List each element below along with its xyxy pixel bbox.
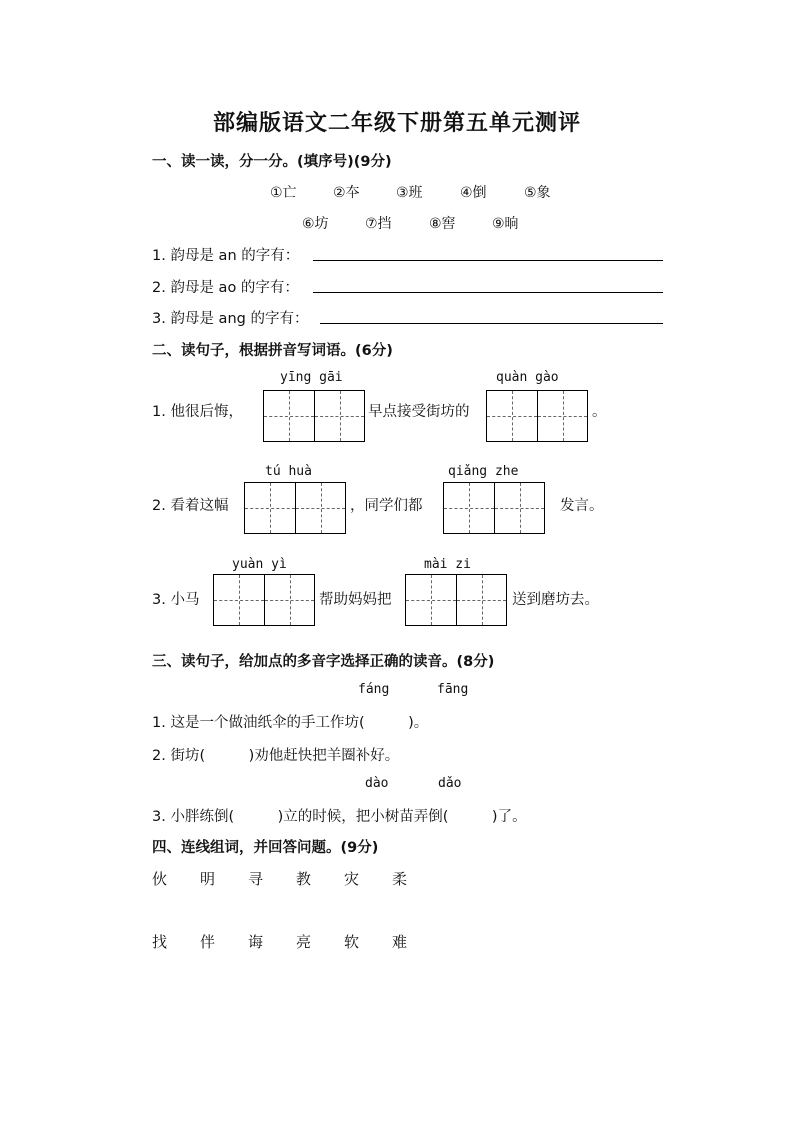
section1-heading: 一、读一读，分一分。(填序号)(9分) [152,154,392,170]
answer-line-ao[interactable] [313,292,663,293]
tone-option: dào [365,776,389,791]
question-2-ao: 2. 韵母是 ao 的字有： [152,280,299,296]
word-char-bottom[interactable]: 找 [152,933,168,951]
writing-grid-tuhua[interactable] [244,482,346,534]
option-item: ⑨晌 [492,216,519,232]
sentence-3-middle: 帮助妈妈把 [319,592,392,608]
word-char-bottom[interactable]: 软 [344,933,360,951]
pinyin-label: yuàn yì [232,557,287,572]
section3-heading: 三、读句子，给加点的多音字选择正确的读音。(8分) [152,654,495,670]
word-char-bottom[interactable]: 诲 [248,933,264,951]
word-char-top[interactable]: 寻 [248,870,264,888]
question-3-ang: 3. 韵母是 ang 的字有： [152,311,309,327]
sentence-3-start: 3. 小马 [152,592,200,608]
polyphone-question-3: 3. 小胖练倒( )立的时候，把小树苗弄倒( )了。 [152,809,527,825]
option-item: ④倒 [460,185,487,201]
option-item: ⑤象 [524,185,551,201]
sentence-2-end: 发言。 [560,498,604,514]
pinyin-label: yīng gāi [280,370,343,385]
writing-grid-maizi[interactable] [405,574,507,626]
section4-heading: 四、连线组词，并回答问题。(9分) [152,840,379,856]
option-item: ①亡 [270,185,297,201]
section2-heading: 二、读句子，根据拼音写词语。(6分) [152,343,393,359]
option-item: ②夲 [333,185,360,201]
writing-grid-qiangzhe[interactable] [443,482,545,534]
word-char-top[interactable]: 柔 [392,870,408,888]
word-char-top[interactable]: 教 [296,870,312,888]
word-char-bottom[interactable]: 伴 [200,933,216,951]
polyphone-question-1: 1. 这是一个做油纸伞的手工作坊( )。 [152,715,429,731]
tone-option: dǎo [438,776,462,791]
option-item: ⑦挡 [365,216,392,232]
word-char-bottom[interactable]: 亮 [296,933,312,951]
page-title: 部编版语文二年级下册第五单元测评 [212,110,581,136]
writing-grid-yinggai[interactable] [263,390,365,442]
option-item: ③班 [396,185,423,201]
sentence-1-middle: 早点接受街坊的 [368,404,470,420]
pinyin-label: mài zi [424,557,471,572]
word-char-top[interactable]: 明 [200,870,216,888]
tone-option: fáng [358,682,390,697]
answer-line-an[interactable] [313,260,663,261]
sentence-1-start: 1. 他很后悔， [152,404,243,420]
sentence-3-end: 送到磨坊去。 [512,592,599,608]
word-char-bottom[interactable]: 难 [392,933,408,951]
sentence-1-end: 。 [592,404,607,420]
option-item: ⑥坊 [302,216,329,232]
answer-line-ang[interactable] [320,323,663,324]
pinyin-label: quàn gào [496,370,559,385]
writing-grid-quangao[interactable] [486,390,588,442]
pinyin-label: tú huà [265,464,312,479]
pinyin-label: qiǎng zhe [448,464,519,479]
writing-grid-yuanyi[interactable] [213,574,315,626]
word-char-top[interactable]: 灾 [344,870,360,888]
word-char-top[interactable]: 伙 [152,870,168,888]
sentence-2-start: 2. 看着这幅 [152,498,229,514]
polyphone-question-2: 2. 街坊( )劝他赶快把羊圈补好。 [152,748,400,764]
sentence-2-middle: ，同学们都 [350,498,423,514]
option-item: ⑧窖 [429,216,456,232]
tone-option: fāng [437,682,469,697]
question-1-an: 1. 韵母是 an 的字有： [152,248,300,264]
